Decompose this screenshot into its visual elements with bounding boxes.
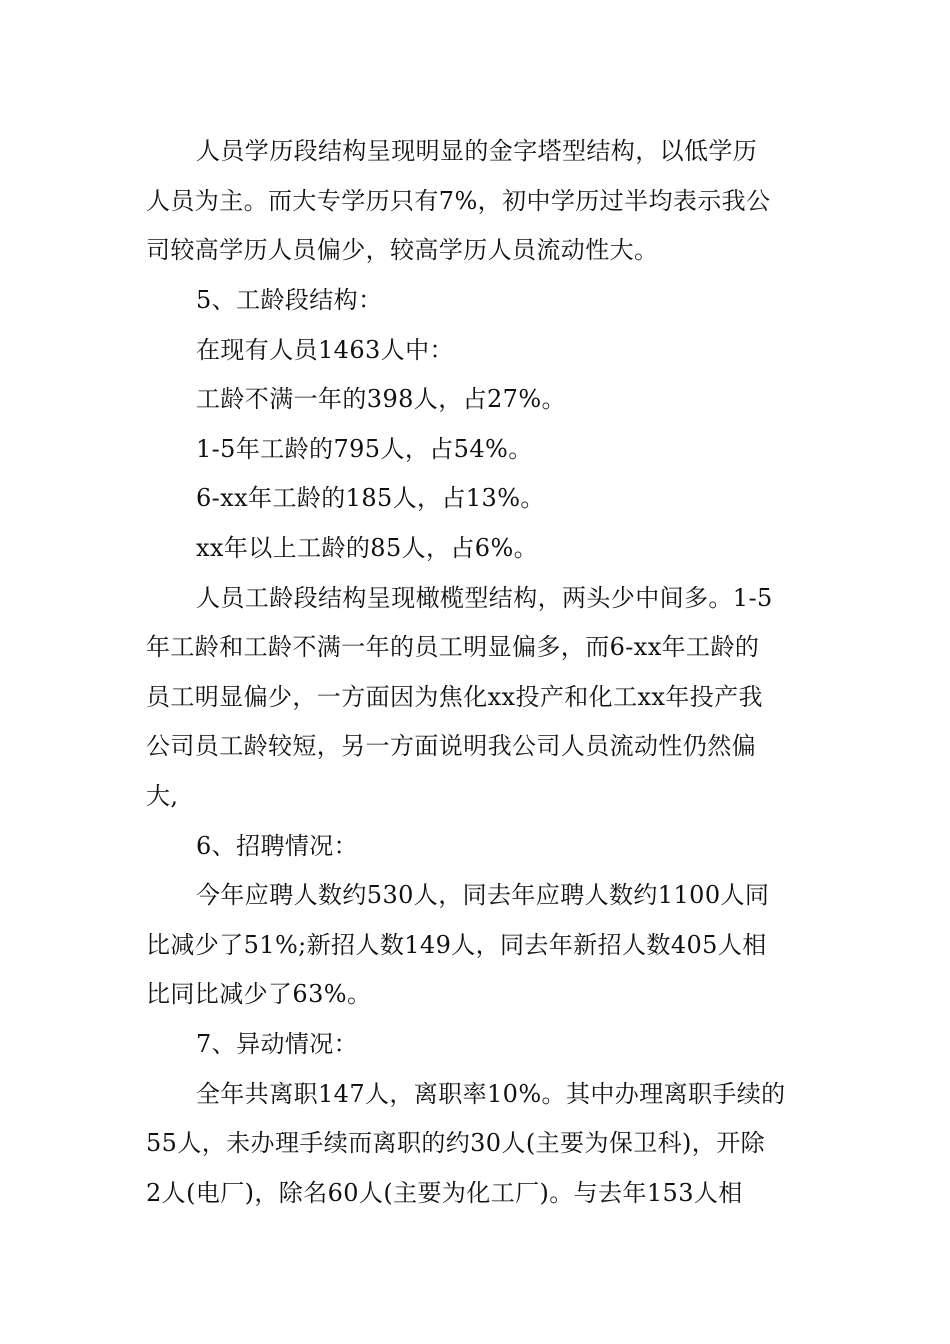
paragraph-line: 人员学历段结构呈现明显的金字塔型结构，以低学历 [196, 137, 758, 165]
paragraph-line: 人员工龄段结构呈现橄榄型结构，两头少中间多。1-5 [196, 584, 773, 612]
paragraph-line: 2人(电厂)，除名60人(主要为化工厂)。与去年153人相 [146, 1179, 743, 1207]
list-item: 1-5年工龄的795人，占54%。 [196, 435, 533, 463]
section-heading: 6、招聘情况： [196, 832, 359, 860]
paragraph-line: 在现有人员1463人中： [196, 336, 454, 364]
paragraph-line: 司较高学历人员偏少，较高学历人员流动性大。 [146, 236, 659, 264]
paragraph-line: 年工龄和工龄不满一年的员工明显偏多，而6-xx年工龄的 [146, 633, 760, 661]
paragraph-line: 55人，未办理手续而离职的约30人(主要为保卫科)，开除 [146, 1129, 766, 1157]
list-item: 6-xx年工龄的185人，占13%。 [196, 484, 545, 512]
list-item: 工龄不满一年的398人，占27%。 [196, 385, 566, 413]
paragraph-line: 比同比减少了63%。 [146, 980, 372, 1008]
paragraph-line: 员工明显偏少，一方面因为焦化xx投产和化工xx年投产我 [146, 683, 763, 711]
section-heading: 5、工龄段结构： [196, 286, 383, 314]
paragraph-line: 大, [146, 782, 179, 810]
paragraph-line: 比减少了51%;新招人数149人，同去年新招人数405人相 [146, 931, 767, 959]
list-item: xx年以上工龄的85人，占6%。 [196, 534, 539, 562]
section-heading: 7、异动情况： [196, 1030, 359, 1058]
paragraph-line: 全年共离职147人，离职率10%。其中办理离职手续的 [196, 1080, 786, 1108]
paragraph-line: 人员为主。而大专学历只有7%，初中学历过半均表示我公 [146, 187, 771, 215]
paragraph-line: 公司员工龄较短，另一方面说明我公司人员流动性仍然偏 [146, 732, 756, 760]
paragraph-line: 今年应聘人数约530人，同去年应聘人数约1100人同 [196, 881, 770, 909]
